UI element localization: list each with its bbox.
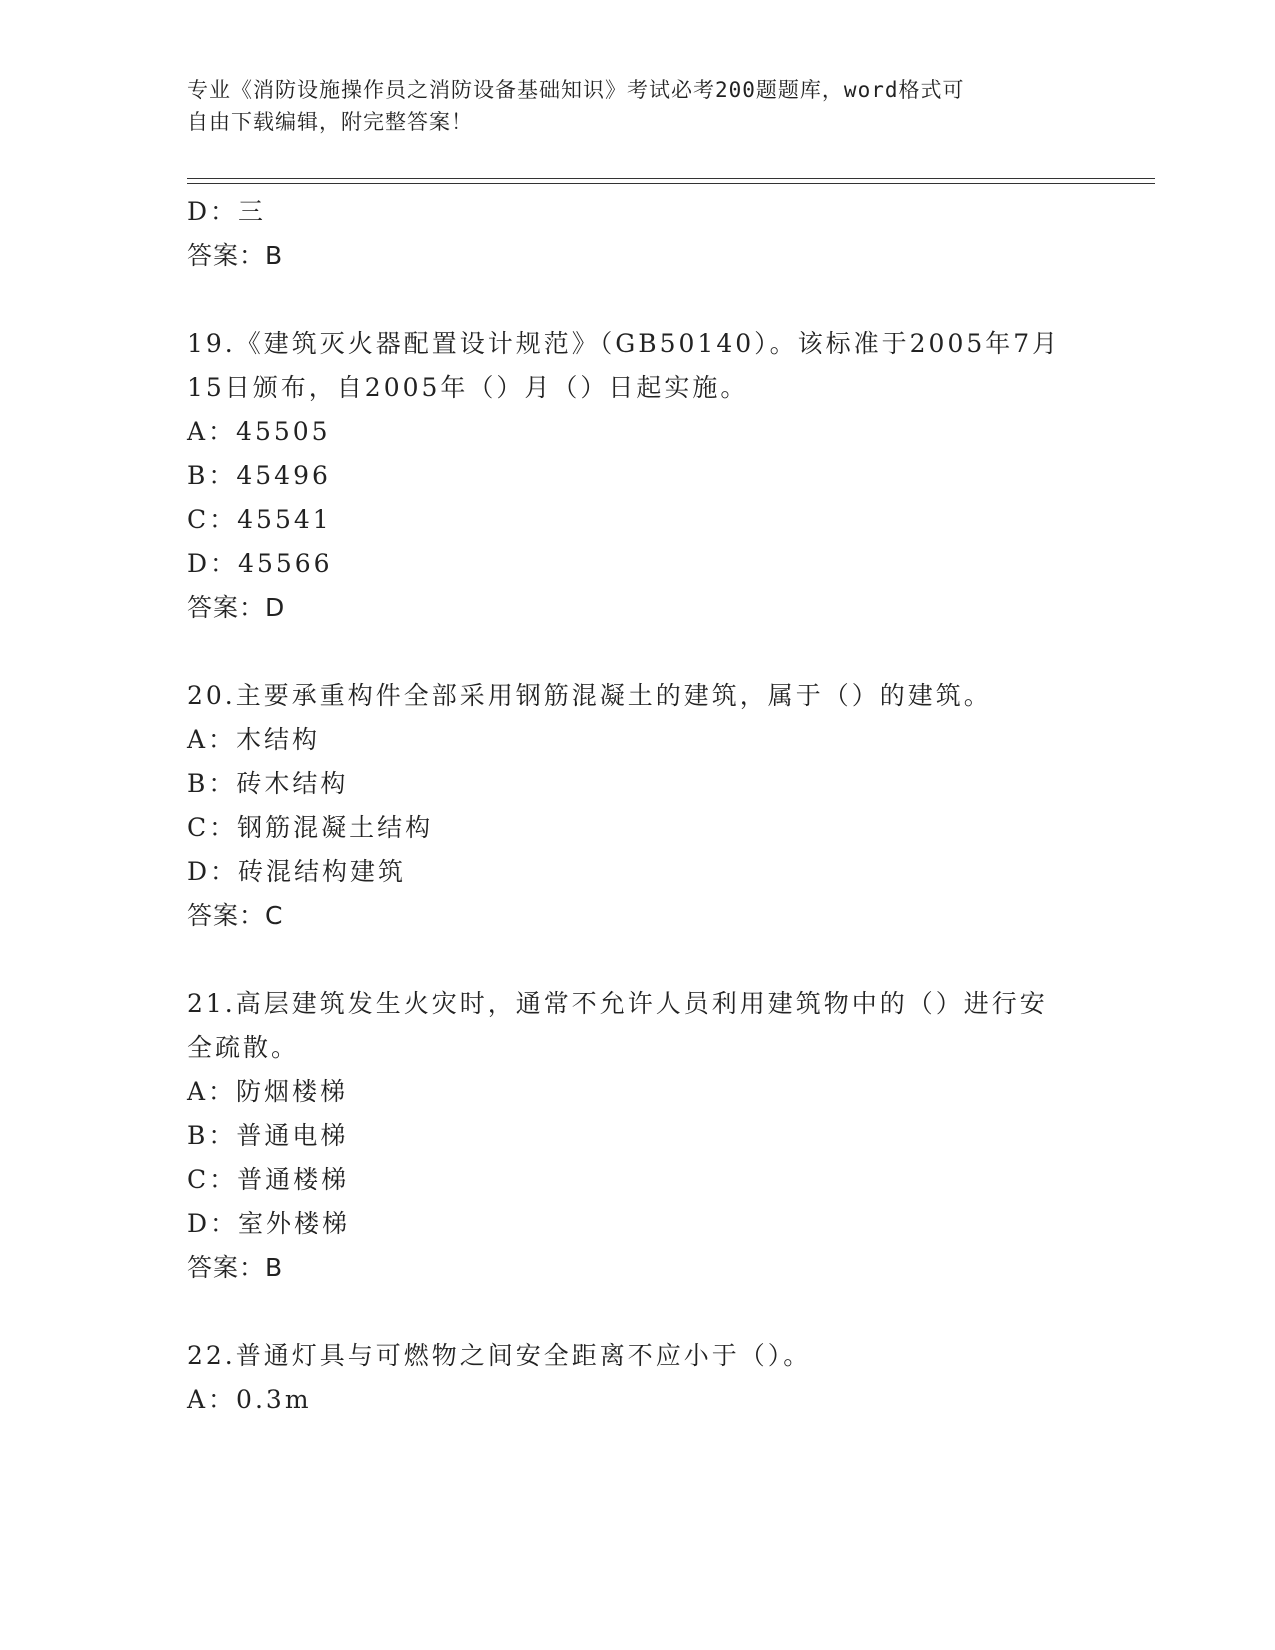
q19-option-a: A：45505	[187, 417, 331, 446]
header-line-2: 自由下载编辑，附完整答案！	[187, 110, 473, 134]
prev-answer: 答案：B	[187, 241, 284, 270]
header-divider-top	[187, 178, 1155, 179]
q20-option-c: C：钢筋混凝土结构	[187, 813, 434, 842]
q21-option-d: D：室外楼梯	[187, 1209, 351, 1238]
q19-option-b: B：45496	[187, 461, 331, 490]
q19-option-d: D：45566	[187, 549, 333, 578]
q21-answer: 答案：B	[187, 1253, 284, 1282]
q22-stem-line-1: 22.普通灯具与可燃物之间安全距离不应小于（）。	[187, 1341, 812, 1370]
document-header	[187, 74, 1067, 138]
q21-option-c: C：普通楼梯	[187, 1165, 350, 1194]
q21-stem-line-2: 全疏散。	[187, 1033, 300, 1062]
q21-option-a: A：防烟楼梯	[187, 1077, 349, 1106]
q20-option-d: D：砖混结构建筑	[187, 857, 407, 886]
q22-option-a: A：0.3m	[187, 1385, 312, 1414]
q20-stem-line-1: 20.主要承重构件全部采用钢筋混凝土的建筑，属于（）的建筑。	[187, 681, 992, 710]
q19-stem-line-2: 15日颁布，自2005年（）月（）日起实施。	[187, 373, 749, 402]
header-line-1: 专业《消防设施操作员之消防设备基础知识》考试必考200题题库，word格式可	[187, 78, 965, 102]
header-divider-bottom	[187, 183, 1155, 184]
q21-stem-line-1: 21.高层建筑发生火灾时，通常不允许人员利用建筑物中的（）进行安	[187, 989, 1048, 1018]
q19-stem-line-1: 19.《建筑灭火器配置设计规范》（GB50140）。该标准于2005年7月	[187, 329, 1061, 358]
q21-option-b: B：普通电梯	[187, 1121, 349, 1150]
q20-answer: 答案：C	[187, 901, 284, 930]
prev-option-d: D：三	[187, 197, 267, 226]
q19-answer: 答案：D	[187, 593, 286, 622]
q19-option-c: C：45541	[187, 505, 332, 534]
q20-option-a: A：木结构	[187, 725, 321, 754]
q20-option-b: B：砖木结构	[187, 769, 349, 798]
